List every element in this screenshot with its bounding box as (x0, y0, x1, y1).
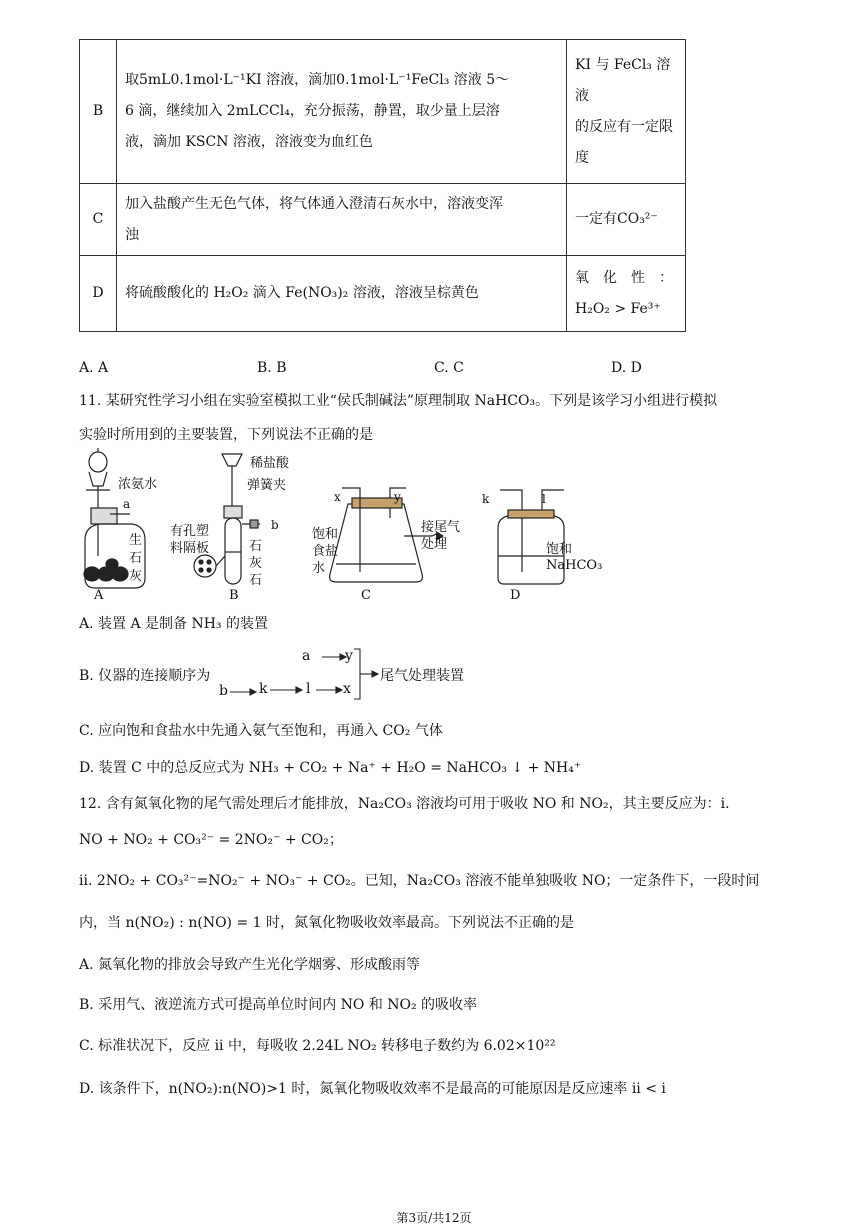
row-operation (117, 184, 567, 256)
label-port-a: a (123, 497, 131, 511)
label-port-k: k (482, 492, 490, 506)
row-operation (117, 40, 567, 184)
label-port-b: b (271, 518, 279, 532)
q11-option-a[interactable]: A. 装置 A 是制备 NH₃ 的装置 (79, 616, 268, 632)
diagram-a: a (302, 648, 311, 664)
q12-stem-line: 12. 含有氮氧化物的尾气需处理后才能排放，Na₂CO₃ 溶液均可用于吸收 NO 和 NO₂，其主要反应为：i. (79, 796, 730, 812)
row-label: B (80, 40, 117, 184)
label-port-l: l (542, 492, 546, 506)
q10-options (79, 360, 779, 380)
label-perforated-plate: 有孔塑 料隔板 (170, 524, 210, 556)
label-limestone: 石 灰 石 (249, 539, 263, 588)
operation-line: 浊 (125, 226, 139, 243)
row-operation (117, 256, 567, 332)
diagram-k: k (259, 681, 268, 697)
caption-b: B (229, 588, 239, 603)
q11-stem-line: 11. 某研究性学习小组在实验室模拟工业“侯氏制碱法”原理制取 NaHCO₃。下列是该学习小组进行模拟 (79, 393, 718, 409)
q11-option-b[interactable]: B. 仪器的连接顺序为 (79, 668, 211, 684)
option-c[interactable]: C. C (434, 360, 464, 376)
conclusion-line: KI 与 FeCl₃ 溶液 (575, 56, 671, 104)
row-label: C (80, 184, 117, 256)
label-spring-clamp: 弹簧夹 (247, 478, 287, 493)
conclusion-line: 一定有CO₃²⁻ (575, 211, 658, 227)
diagram-l: l (306, 681, 311, 697)
option-d[interactable]: D. D (611, 360, 642, 376)
q12-stem-line: ii. 2NO₂ + CO₃²⁻=NO₂⁻ + NO₃⁻ + CO₂。已知，Na₂CO₃ 溶液不能单独吸收 NO；一定条件下，一段时间 (79, 873, 760, 889)
conclusion-line: H₂O₂ > Fe³⁺ (575, 300, 661, 317)
q12-stem-line: NO + NO₂ + CO₃²⁻ = 2NO₂⁻ + CO₂； (79, 832, 343, 848)
row-conclusion (567, 40, 686, 184)
operation-line: 将硫酸酸化的 H₂O₂ 滴入 Fe(NO₃)₂ 溶液，溶液呈棕黄色 (125, 285, 479, 301)
experiment-table (79, 39, 686, 332)
label-quicklime: 生 石 灰 (129, 533, 143, 584)
row-label: D (80, 256, 117, 332)
conclusion-line: 的反应有一定限 (575, 118, 673, 135)
row-conclusion (567, 184, 686, 256)
table-row (80, 256, 686, 332)
label-port-x: x (334, 490, 341, 504)
q11-option-c[interactable]: C. 应向饱和食盐水中先通入氨气至饱和，再通入 CO₂ 气体 (79, 723, 443, 739)
q12-option-c[interactable]: C. 标准状况下，反应 ii 中，每吸收 2.24L NO₂ 转移电子数约为 6.02×10²² (79, 1038, 556, 1054)
caption-a: A (94, 588, 104, 603)
operation-line: 取5mL0.1mol·L⁻¹KI 溶液，滴加0.1mol·L⁻¹FeCl₃ 溶液 5～ (125, 72, 510, 88)
label-dilute-hcl: 稀盐酸 (250, 456, 290, 471)
q12-stem-line: 内，当 n(NO₂) : n(NO) = 1 时，氮氧化物吸收效率最高。下列说法不正确的是 (79, 915, 575, 931)
caption-c: C (361, 588, 371, 603)
diagram-result: 尾气处理装置 (380, 668, 464, 684)
q11-option-d[interactable]: D. 装置 C 中的总反应式为 NH₃ + CO₂ + Na⁺ + H₂O = NaHCO₃ ↓ + NH₄⁺ (79, 760, 582, 776)
page-footer: 第3页/共12页 (396, 1211, 472, 1225)
q11-stem-line: 实验时所用到的主要装置，下列说法不正确的是 (79, 427, 373, 443)
q12-option-a[interactable]: A. 氮氧化物的排放会导致产生光化学烟雾、形成酸雨等 (79, 957, 421, 973)
label-port-y: y (394, 490, 401, 504)
apparatus-figure (60, 448, 620, 608)
option-b[interactable]: B. B (257, 360, 287, 376)
diagram-x: x (343, 681, 351, 697)
caption-d: D (510, 588, 521, 603)
label-conc-ammonia: 浓氨水 (118, 477, 158, 492)
connection-order-diagram (212, 645, 512, 705)
diagram-y: y (345, 648, 353, 664)
conclusion-line: 度 (575, 149, 589, 166)
label-sat-nahco3: 饱和 NaHCO₃ (546, 542, 603, 573)
label-brine: 饱和 食盐 水 (312, 527, 339, 576)
q12-option-b[interactable]: B. 采用气、液逆流方式可提高单位时间内 NO 和 NO₂ 的吸收率 (79, 997, 478, 1013)
table-row (80, 184, 686, 256)
option-a[interactable]: A. A (79, 360, 109, 376)
row-conclusion (567, 256, 686, 332)
operation-line: 6 滴，继续加入 2mLCCl₄，充分振荡，静置，取少量上层溶 (125, 103, 500, 119)
operation-line: 液，滴加 KSCN 溶液，溶液变为血红色 (125, 134, 373, 150)
conclusion-line: 氧 化 性 ： (575, 269, 673, 286)
label-tail-gas: 接尾气 处理 (421, 520, 461, 552)
table-row (80, 40, 686, 184)
operation-line: 加入盐酸产生无色气体，将气体通入澄清石灰水中，溶液变浑 (125, 195, 503, 212)
diagram-b: b (219, 683, 228, 699)
q12-option-d[interactable]: D. 该条件下，n(NO₂):n(NO)>1 时，氮氧化物吸收效率不是最高的可能原因是反应速率 ii < i (79, 1081, 666, 1097)
